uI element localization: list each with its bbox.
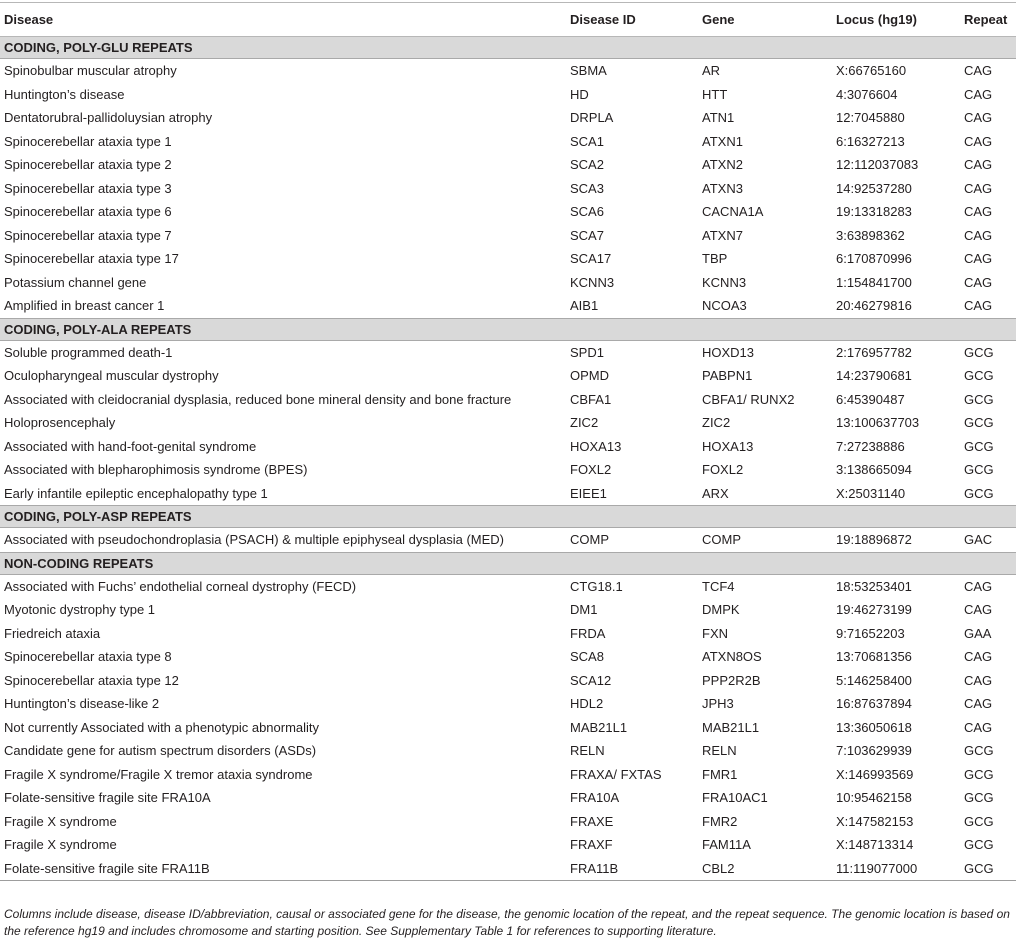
cell-locus: 19:46273199 — [836, 602, 912, 618]
cell-gene: FRA10AC1 — [702, 790, 768, 806]
cell-disease: Not currently Associated with a phenotypic abnormality — [4, 719, 320, 735]
cell-repeat: CAG — [964, 719, 993, 735]
cell-disease: Myotonic dystrophy type 1 — [4, 602, 156, 618]
cell-locus: 11:119077000 — [832, 857, 960, 881]
table-row — [0, 224, 1016, 248]
cell-gene: RELN — [702, 743, 737, 759]
cell-gene: HOXD13 — [702, 344, 755, 360]
cell-disease-id: SCA7 — [570, 227, 604, 243]
cell-gene: AR — [702, 63, 721, 79]
cell-disease-id: SCA12 — [570, 672, 612, 688]
header-locus: Locus (hg19) — [832, 3, 960, 37]
section-title: NON-CODING REPEATS — [0, 552, 1016, 574]
cell-locus: 7:103629939 — [836, 743, 912, 759]
table-row — [0, 692, 1016, 716]
cell-disease-id: FOXL2 — [570, 462, 612, 478]
cell-disease: Huntington’s disease-like 2 — [4, 696, 160, 712]
cell-disease: Fragile X syndrome — [4, 813, 117, 829]
cell-gene: CBL2 — [698, 857, 832, 881]
cell-disease-id: COMP — [570, 532, 609, 548]
cell-repeat: CAG — [964, 602, 993, 618]
cell-disease-id: CBFA1 — [570, 391, 612, 407]
cell-disease-id: SCA3 — [570, 180, 604, 196]
cell-repeat: GCG — [964, 766, 994, 782]
header-disease-id: Disease ID — [566, 3, 698, 37]
table-row — [0, 810, 1016, 834]
table-row — [0, 763, 1016, 787]
cell-disease: Spinocerebellar ataxia type 6 — [4, 204, 172, 220]
cell-disease-id: EIEE1 — [570, 485, 607, 501]
cell-repeat: GCG — [964, 790, 994, 806]
cell-gene: ATXN7 — [702, 227, 743, 243]
cell-disease: Oculopharyngeal muscular dystrophy — [4, 368, 219, 384]
cell-gene: PABPN1 — [702, 368, 753, 384]
cell-repeat: CAG — [964, 86, 993, 102]
cell-locus: 19:18896872 — [836, 532, 912, 548]
cell-gene: HOXA13 — [702, 438, 754, 454]
cell-repeat: CAG — [964, 157, 993, 173]
cell-gene: FAM11A — [702, 837, 751, 853]
cell-disease-id: FRA10A — [570, 790, 620, 806]
cell-disease-id: FRAXF — [570, 837, 613, 853]
cell-gene: CBFA1/ RUNX2 — [702, 391, 795, 407]
cell-locus: 3:63898362 — [836, 227, 905, 243]
cell-disease-id: DRPLA — [570, 110, 614, 126]
cell-disease-id: DM1 — [570, 602, 598, 618]
cell-disease-id: SPD1 — [570, 344, 604, 360]
cell-disease-id: MAB21L1 — [570, 719, 628, 735]
cell-gene: TCF4 — [702, 578, 735, 594]
cell-repeat: GCG — [964, 462, 994, 478]
cell-locus: 6:45390487 — [836, 391, 905, 407]
cell-repeat: CAG — [964, 63, 993, 79]
cell-disease: Spinocerebellar ataxia type 2 — [4, 157, 172, 173]
cell-gene: ATXN2 — [702, 157, 743, 173]
cell-disease: Fragile X syndrome/Fragile X tremor ataxia syndrome — [4, 766, 313, 782]
cell-disease: Spinocerebellar ataxia type 1 — [4, 133, 172, 149]
section-title: CODING, POLY-ASP REPEATS — [0, 506, 1016, 528]
cell-gene: ATXN1 — [702, 133, 743, 149]
table-row — [0, 482, 1016, 506]
cell-gene: FMR2 — [702, 813, 738, 829]
cell-locus: X:146993569 — [836, 766, 914, 782]
table-row — [0, 130, 1016, 154]
table-row — [0, 340, 1016, 364]
cell-repeat: CAG — [964, 672, 993, 688]
cell-repeat: GCG — [964, 813, 994, 829]
table-row — [0, 528, 1016, 553]
cell-gene: HTT — [702, 86, 728, 102]
cell-locus: 9:71652203 — [836, 625, 905, 641]
cell-disease-id: FRDA — [570, 625, 606, 641]
cell-disease-id: SCA6 — [570, 204, 604, 220]
table-row — [0, 857, 1016, 881]
cell-repeat: CAG — [964, 649, 993, 665]
cell-repeat: GCG — [964, 438, 994, 454]
cell-repeat: GCG — [964, 743, 994, 759]
cell-locus: 14:23790681 — [836, 368, 912, 384]
cell-disease: Spinocerebellar ataxia type 12 — [4, 672, 179, 688]
cell-disease: Huntington’s disease — [4, 86, 125, 102]
table-row — [0, 716, 1016, 740]
table-row — [0, 411, 1016, 435]
cell-gene: DMPK — [702, 602, 740, 618]
cell-repeat: GAC — [964, 532, 993, 548]
table-row — [0, 739, 1016, 763]
cell-disease: Early infantile epileptic encephalopathy type 1 — [4, 485, 268, 501]
table-row — [0, 645, 1016, 669]
cell-repeat: GCG — [960, 857, 1016, 881]
cell-locus: 6:170870996 — [836, 251, 912, 267]
cell-disease: Holoprosencephaly — [4, 415, 116, 431]
cell-disease-id: ZIC2 — [570, 415, 599, 431]
table-row — [0, 247, 1016, 271]
cell-disease: Associated with pseudochondroplasia (PSACH) & multiple epiphyseal dysplasia (MED) — [4, 532, 505, 548]
cell-locus: 20:46279816 — [836, 298, 912, 314]
cell-locus: 10:95462158 — [836, 790, 912, 806]
cell-locus: 18:53253401 — [836, 578, 912, 594]
cell-disease: Spinocerebellar ataxia type 3 — [4, 180, 172, 196]
table-row — [0, 786, 1016, 810]
cell-disease-id: HDL2 — [570, 696, 604, 712]
cell-disease: Spinocerebellar ataxia type 17 — [4, 251, 179, 267]
cell-locus: 16:87637894 — [836, 696, 912, 712]
cell-disease: Friedreich ataxia — [4, 625, 101, 641]
table-row — [0, 106, 1016, 130]
cell-disease: Spinocerebellar ataxia type 7 — [4, 227, 172, 243]
cell-gene: PPP2R2B — [702, 672, 761, 688]
section-title: CODING, POLY-GLU REPEATS — [0, 37, 1016, 59]
cell-disease-id: AIB1 — [570, 298, 599, 314]
cell-disease-id: SCA2 — [570, 157, 604, 173]
cell-disease: Amplified in breast cancer 1 — [4, 298, 165, 314]
cell-locus: 5:146258400 — [836, 672, 912, 688]
cell-locus: X:147582153 — [836, 813, 914, 829]
table-row — [0, 59, 1016, 83]
cell-repeat: GCG — [964, 344, 994, 360]
cell-disease-id: CTG18.1 — [570, 578, 623, 594]
cell-locus: 12:7045880 — [836, 110, 905, 126]
cell-repeat: CAG — [964, 696, 993, 712]
cell-disease-id: KCNN3 — [570, 274, 615, 290]
table-body — [0, 37, 1016, 881]
table-row — [0, 669, 1016, 693]
table-row — [0, 435, 1016, 459]
table-row — [0, 294, 1016, 318]
table-row — [0, 271, 1016, 295]
table-footnote: Columns include disease, disease ID/abbreviation, causal or associated gene for the disease, the genomic location of the repeat, and the repeat sequence. The genomic location is based on the reference hg19 and includes chromosome and starting position. See Supplementary Table 1 for references to supporting literature. — [4, 907, 1010, 938]
cell-disease: Potassium channel gene — [4, 274, 147, 290]
cell-locus: 2:176957782 — [836, 344, 912, 360]
table-row — [0, 153, 1016, 177]
cell-locus: X:66765160 — [836, 63, 907, 79]
cell-disease-id: RELN — [570, 743, 605, 759]
cell-disease: Associated with hand-foot-genital syndrome — [4, 438, 257, 454]
cell-gene: JPH3 — [702, 696, 734, 712]
header-repeat: Repeat — [960, 3, 1016, 37]
cell-locus: 1:154841700 — [836, 274, 912, 290]
cell-locus: 14:92537280 — [836, 180, 912, 196]
cell-disease: Associated with blepharophimosis syndrome (BPES) — [4, 462, 308, 478]
cell-disease-id: SBMA — [570, 63, 607, 79]
cell-disease-id: FRA11B — [566, 857, 698, 881]
cell-gene: FXN — [702, 625, 728, 641]
table-row — [0, 177, 1016, 201]
cell-disease-id: SCA8 — [570, 649, 604, 665]
cell-repeat: CAG — [964, 133, 993, 149]
cell-repeat: CAG — [964, 578, 993, 594]
table-row — [0, 83, 1016, 107]
cell-disease-id: OPMD — [570, 368, 609, 384]
cell-locus: X:148713314 — [836, 837, 914, 853]
cell-disease-id: SCA17 — [570, 251, 612, 267]
table-row — [0, 388, 1016, 412]
cell-repeat: GCG — [964, 391, 994, 407]
cell-repeat: GCG — [964, 415, 994, 431]
cell-gene: NCOA3 — [702, 298, 747, 314]
header-row — [0, 3, 1016, 37]
cell-gene: ARX — [702, 485, 729, 501]
section-title: CODING, POLY-ALA REPEATS — [0, 318, 1016, 340]
table-row — [0, 833, 1016, 857]
header-disease: Disease — [0, 3, 566, 37]
cell-gene: ZIC2 — [702, 415, 731, 431]
cell-gene: KCNN3 — [702, 274, 747, 290]
cell-gene: ATXN8OS — [702, 649, 762, 665]
cell-repeat: GCG — [964, 368, 994, 384]
cell-repeat: CAG — [964, 204, 993, 220]
cell-locus: 3:138665094 — [836, 462, 912, 478]
cell-repeat: CAG — [964, 298, 993, 314]
cell-disease: Fragile X syndrome — [4, 837, 117, 853]
cell-disease-id: FRAXA/ FXTAS — [570, 766, 662, 782]
cell-disease: Soluble programmed death-1 — [4, 344, 173, 360]
table-header — [0, 3, 1016, 37]
cell-locus: 13:70681356 — [836, 649, 912, 665]
cell-disease: Dentatorubral-pallidoluysian atrophy — [4, 110, 213, 126]
table-row — [0, 458, 1016, 482]
cell-gene: FMR1 — [702, 766, 738, 782]
cell-gene: FOXL2 — [702, 462, 744, 478]
repeat-disease-table — [0, 2, 1016, 881]
cell-repeat: GAA — [964, 625, 992, 641]
cell-disease: Associated with cleidocranial dysplasia, reduced bone mineral density and bone fracture — [4, 391, 512, 407]
cell-repeat: CAG — [964, 227, 993, 243]
cell-locus: X:25031140 — [836, 485, 906, 501]
cell-disease-id: FRAXE — [570, 813, 614, 829]
section-header-row — [0, 37, 1016, 59]
cell-locus: 19:13318283 — [836, 204, 912, 220]
cell-repeat: GCG — [964, 485, 994, 501]
cell-disease: Spinocerebellar ataxia type 8 — [4, 649, 172, 665]
section-header-row — [0, 506, 1016, 528]
cell-locus: 13:36050618 — [836, 719, 912, 735]
cell-disease: Folate-sensitive fragile site FRA11B — [0, 857, 566, 881]
cell-repeat: GCG — [964, 837, 994, 853]
cell-gene: TBP — [702, 251, 728, 267]
cell-repeat: CAG — [964, 274, 993, 290]
cell-locus: 6:16327213 — [836, 133, 905, 149]
cell-locus: 12:112037083 — [836, 157, 919, 173]
table-row — [0, 598, 1016, 622]
cell-disease: Associated with Fuchs’ endothelial corneal dystrophy (FECD) — [4, 578, 357, 594]
cell-disease-id: HD — [570, 86, 589, 102]
cell-repeat: CAG — [964, 251, 993, 267]
header-gene: Gene — [698, 3, 832, 37]
cell-locus: 13:100637703 — [836, 415, 920, 431]
section-header-row — [0, 318, 1016, 340]
cell-gene: CACNA1A — [702, 204, 764, 220]
table-row — [0, 364, 1016, 388]
cell-gene: MAB21L1 — [702, 719, 760, 735]
cell-repeat: CAG — [964, 110, 993, 126]
table-row — [0, 622, 1016, 646]
cell-gene: ATXN3 — [702, 180, 743, 196]
cell-gene: ATN1 — [702, 110, 735, 126]
cell-repeat: CAG — [964, 180, 993, 196]
cell-disease-id: HOXA13 — [570, 438, 622, 454]
table-row — [0, 574, 1016, 598]
section-header-row — [0, 552, 1016, 574]
cell-locus: 7:27238886 — [836, 438, 905, 454]
table-row — [0, 200, 1016, 224]
cell-disease: Folate-sensitive fragile site FRA10A — [4, 790, 211, 806]
cell-disease: Spinobulbar muscular atrophy — [4, 63, 177, 79]
cell-disease-id: SCA1 — [570, 133, 604, 149]
cell-disease: Candidate gene for autism spectrum disorders (ASDs) — [4, 743, 317, 759]
cell-gene: COMP — [702, 532, 741, 548]
cell-locus: 4:3076604 — [836, 86, 898, 102]
